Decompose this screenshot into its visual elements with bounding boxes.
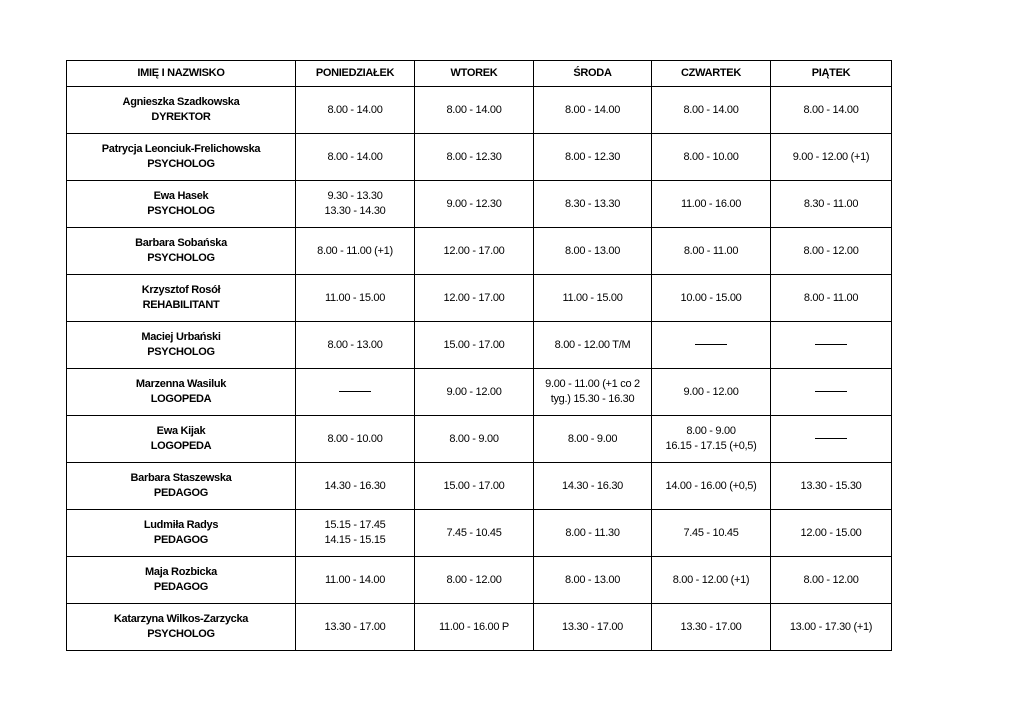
time-slot: 8.00 - 11.00 <box>683 244 739 257</box>
hours-wednesday <box>534 322 652 369</box>
hours-thursday <box>652 87 771 134</box>
person-role: LOGOPEDA <box>150 440 212 452</box>
person-role: PEDAGOG <box>153 534 209 546</box>
hours-friday <box>771 228 892 275</box>
person-name: Ewa Hasek <box>153 190 209 202</box>
time-slot: 8.00 - 14.00 <box>564 103 621 116</box>
person-cell <box>67 275 296 322</box>
empty-slot-dash <box>339 391 371 392</box>
hours-thursday <box>652 134 771 181</box>
hours-wednesday <box>534 557 652 604</box>
person-name: Patrycja Leonciuk-Frelichowska <box>101 143 261 155</box>
table-row <box>67 322 892 369</box>
hours-friday <box>771 275 892 322</box>
person-role: PSYCHOLOG <box>147 346 215 358</box>
table-row <box>67 134 892 181</box>
time-slot: 8.00 - 14.00 <box>683 103 739 116</box>
hours-friday <box>771 322 892 369</box>
empty-slot-dash <box>815 391 847 392</box>
time-slot: 8.00 - 12.00 <box>803 244 859 257</box>
person-role: REHABILITANT <box>142 299 220 311</box>
hours-wednesday <box>534 369 652 416</box>
empty-slot-dash <box>815 344 847 345</box>
time-slot: 8.30 - 11.00 <box>803 197 859 210</box>
hours-monday <box>296 557 415 604</box>
hours-monday <box>296 510 415 557</box>
hours-wednesday <box>534 510 652 557</box>
person-name: Ludmiła Radys <box>143 519 219 531</box>
hours-friday <box>771 87 892 134</box>
time-slot: 8.30 - 13.30 <box>564 197 621 210</box>
person-name: Krzysztof Rosół <box>141 284 221 296</box>
person-cell <box>67 416 296 463</box>
hours-monday <box>296 322 415 369</box>
hours-friday <box>771 181 892 228</box>
hours-monday <box>296 416 415 463</box>
person-cell <box>67 181 296 228</box>
hours-wednesday <box>534 275 652 322</box>
time-slot: 12.00 - 17.00 <box>443 291 505 304</box>
time-slot: 8.00 - 12.30 <box>564 150 621 163</box>
time-slot: 11.00 - 14.00 <box>324 573 386 586</box>
time-slot: 8.00 - 10.00 <box>327 432 383 445</box>
hours-tuesday <box>415 416 534 463</box>
hours-monday <box>296 87 415 134</box>
time-slot: 8.00 - 11.30 <box>565 526 620 539</box>
header-monday: PONIEDZIAŁEK <box>296 61 415 87</box>
person-role: LOGOPEDA <box>150 393 212 405</box>
hours-friday <box>771 604 892 651</box>
time-slot: 8.00 - 14.00 <box>327 103 383 116</box>
hours-thursday <box>652 228 771 275</box>
person-cell <box>67 369 296 416</box>
hours-tuesday <box>415 87 534 134</box>
table-row <box>67 463 892 510</box>
time-slot: 15.15 - 17.45 <box>324 519 386 531</box>
hours-monday <box>296 369 415 416</box>
hours-wednesday <box>534 228 652 275</box>
table-row <box>67 369 892 416</box>
time-slot: 14.30 - 16.30 <box>562 479 623 492</box>
time-slot: 8.00 - 12.00 (+1) <box>672 573 750 586</box>
person-role: PEDAGOG <box>153 487 209 499</box>
hours-tuesday <box>415 181 534 228</box>
time-slot: 8.00 - 9.00 <box>686 425 736 437</box>
person-role: PSYCHOLOG <box>147 628 215 640</box>
time-slot: 9.00 - 11.00 (+1 co 2 <box>545 378 640 390</box>
time-slot: 13.30 - 17.00 <box>562 620 623 633</box>
time-slot: 7.45 - 10.45 <box>446 526 502 539</box>
time-slot: 15.00 - 17.00 <box>443 338 505 351</box>
hours-tuesday <box>415 463 534 510</box>
time-slot: 8.00 - 10.00 <box>683 150 739 163</box>
table-row <box>67 228 892 275</box>
person-name: Ewa Kijak <box>156 425 206 437</box>
time-slot: 14.00 - 16.00 (+0,5) <box>665 479 757 492</box>
time-slot: 8.00 - 12.30 <box>446 150 502 163</box>
time-slot: 9.30 - 13.30 <box>327 190 383 202</box>
hours-monday <box>296 228 415 275</box>
schedule-body <box>67 87 892 651</box>
hours-tuesday <box>415 275 534 322</box>
hours-thursday <box>652 181 771 228</box>
time-slot: 8.00 - 9.00 <box>449 432 499 445</box>
time-slot: 8.00 - 12.00 T/M <box>554 338 631 351</box>
time-slot: 8.00 - 12.00 <box>446 573 502 586</box>
hours-wednesday <box>534 463 652 510</box>
table-row <box>67 275 892 322</box>
hours-friday <box>771 416 892 463</box>
table-row <box>67 416 892 463</box>
person-name: Barbara Sobańska <box>135 237 227 249</box>
person-cell <box>67 463 296 510</box>
hours-wednesday <box>534 181 652 228</box>
hours-friday <box>771 557 892 604</box>
table-row <box>67 87 892 134</box>
time-slot: 8.00 - 11.00 <box>803 291 859 304</box>
header-row <box>67 61 892 87</box>
hours-monday <box>296 275 415 322</box>
hours-thursday <box>652 275 771 322</box>
time-slot: 13.30 - 17.00 <box>324 620 386 633</box>
time-slot: 11.00 - 16.00 P <box>439 620 509 633</box>
hours-thursday <box>652 557 771 604</box>
hours-thursday <box>652 416 771 463</box>
hours-thursday <box>652 510 771 557</box>
time-slot: 7.45 - 10.45 <box>683 526 739 539</box>
time-slot: 8.00 - 13.00 <box>564 244 621 257</box>
person-role: PEDAGOG <box>153 581 209 593</box>
hours-monday <box>296 181 415 228</box>
hours-friday <box>771 510 892 557</box>
hours-tuesday <box>415 557 534 604</box>
hours-monday <box>296 134 415 181</box>
person-role: DYREKTOR <box>151 111 211 123</box>
time-slot: 8.00 - 14.00 <box>446 103 502 116</box>
time-slot: 12.00 - 15.00 <box>800 526 862 539</box>
table-row <box>67 604 892 651</box>
time-slot: 13.30 - 14.30 <box>324 205 386 217</box>
hours-tuesday <box>415 604 534 651</box>
time-slot: 9.00 - 12.00 (+1) <box>792 150 870 163</box>
hours-thursday <box>652 463 771 510</box>
time-slot: 12.00 - 17.00 <box>443 244 505 257</box>
time-slot: 14.15 - 15.15 <box>324 534 386 546</box>
hours-tuesday <box>415 322 534 369</box>
person-cell <box>67 557 296 604</box>
time-slot: 8.00 - 14.00 <box>327 150 383 163</box>
hours-friday <box>771 369 892 416</box>
hours-wednesday <box>534 416 652 463</box>
hours-monday <box>296 463 415 510</box>
time-slot: 13.00 - 17.30 (+1) <box>789 620 873 633</box>
person-cell <box>67 134 296 181</box>
time-slot: 13.30 - 17.00 <box>680 620 742 633</box>
time-slot: 11.00 - 15.00 <box>324 291 386 304</box>
person-cell <box>67 604 296 651</box>
time-slot: 8.00 - 13.00 <box>564 573 621 586</box>
time-slot: 15.00 - 17.00 <box>443 479 505 492</box>
header-friday: PIĄTEK <box>771 61 892 87</box>
header-tuesday: WTOREK <box>415 61 534 87</box>
person-role: PSYCHOLOG <box>147 205 215 217</box>
time-slot: 13.30 - 15.30 <box>800 479 862 492</box>
person-name: Maja Rozbicka <box>145 566 217 578</box>
hours-tuesday <box>415 369 534 416</box>
person-cell <box>67 228 296 275</box>
time-slot: 8.00 - 11.00 (+1) <box>317 244 393 257</box>
table-row <box>67 510 892 557</box>
time-slot: 8.00 - 12.00 <box>803 573 859 586</box>
hours-thursday <box>652 369 771 416</box>
person-name: Maciej Urbański <box>141 331 221 343</box>
table-row <box>67 557 892 604</box>
schedule-table <box>66 60 892 651</box>
time-slot: 11.00 - 16.00 <box>680 197 742 210</box>
time-slot: 9.00 - 12.30 <box>446 197 502 210</box>
time-slot: 9.00 - 12.00 <box>446 385 502 398</box>
time-slot: 9.00 - 12.00 <box>683 385 739 398</box>
time-slot: 8.00 - 9.00 <box>567 432 618 445</box>
header-thursday: CZWARTEK <box>652 61 771 87</box>
person-name: Marzenna Wasiluk <box>135 378 227 390</box>
hours-thursday <box>652 322 771 369</box>
time-slot: 16.15 - 17.15 (+0,5) <box>665 440 757 452</box>
time-slot: 14.30 - 16.30 <box>324 479 386 492</box>
hours-wednesday <box>534 87 652 134</box>
hours-monday <box>296 604 415 651</box>
person-cell <box>67 87 296 134</box>
person-cell <box>67 322 296 369</box>
hours-friday <box>771 463 892 510</box>
person-name: Katarzyna Wilkos-Zarzycka <box>113 613 249 625</box>
time-slot: 10.00 - 15.00 <box>680 291 742 304</box>
time-slot: 8.00 - 14.00 <box>803 103 859 116</box>
person-name: Barbara Staszewska <box>130 472 232 484</box>
empty-slot-dash <box>815 438 847 439</box>
time-slot: 8.00 - 13.00 <box>327 338 383 351</box>
hours-friday <box>771 134 892 181</box>
empty-slot-dash <box>695 344 727 345</box>
person-role: PSYCHOLOG <box>147 158 215 170</box>
hours-wednesday <box>534 134 652 181</box>
table-row <box>67 181 892 228</box>
header-name: IMIĘ I NAZWISKO <box>67 61 296 87</box>
person-role: PSYCHOLOG <box>147 252 215 264</box>
header-wednesday: ŚRODA <box>534 61 652 87</box>
hours-tuesday <box>415 228 534 275</box>
hours-thursday <box>652 604 771 651</box>
person-name: Agnieszka Szadkowska <box>122 96 240 108</box>
hours-tuesday <box>415 510 534 557</box>
person-cell <box>67 510 296 557</box>
time-slot: tyg.) 15.30 - 16.30 <box>550 393 635 405</box>
hours-tuesday <box>415 134 534 181</box>
hours-wednesday <box>534 604 652 651</box>
time-slot: 11.00 - 15.00 <box>562 291 623 304</box>
